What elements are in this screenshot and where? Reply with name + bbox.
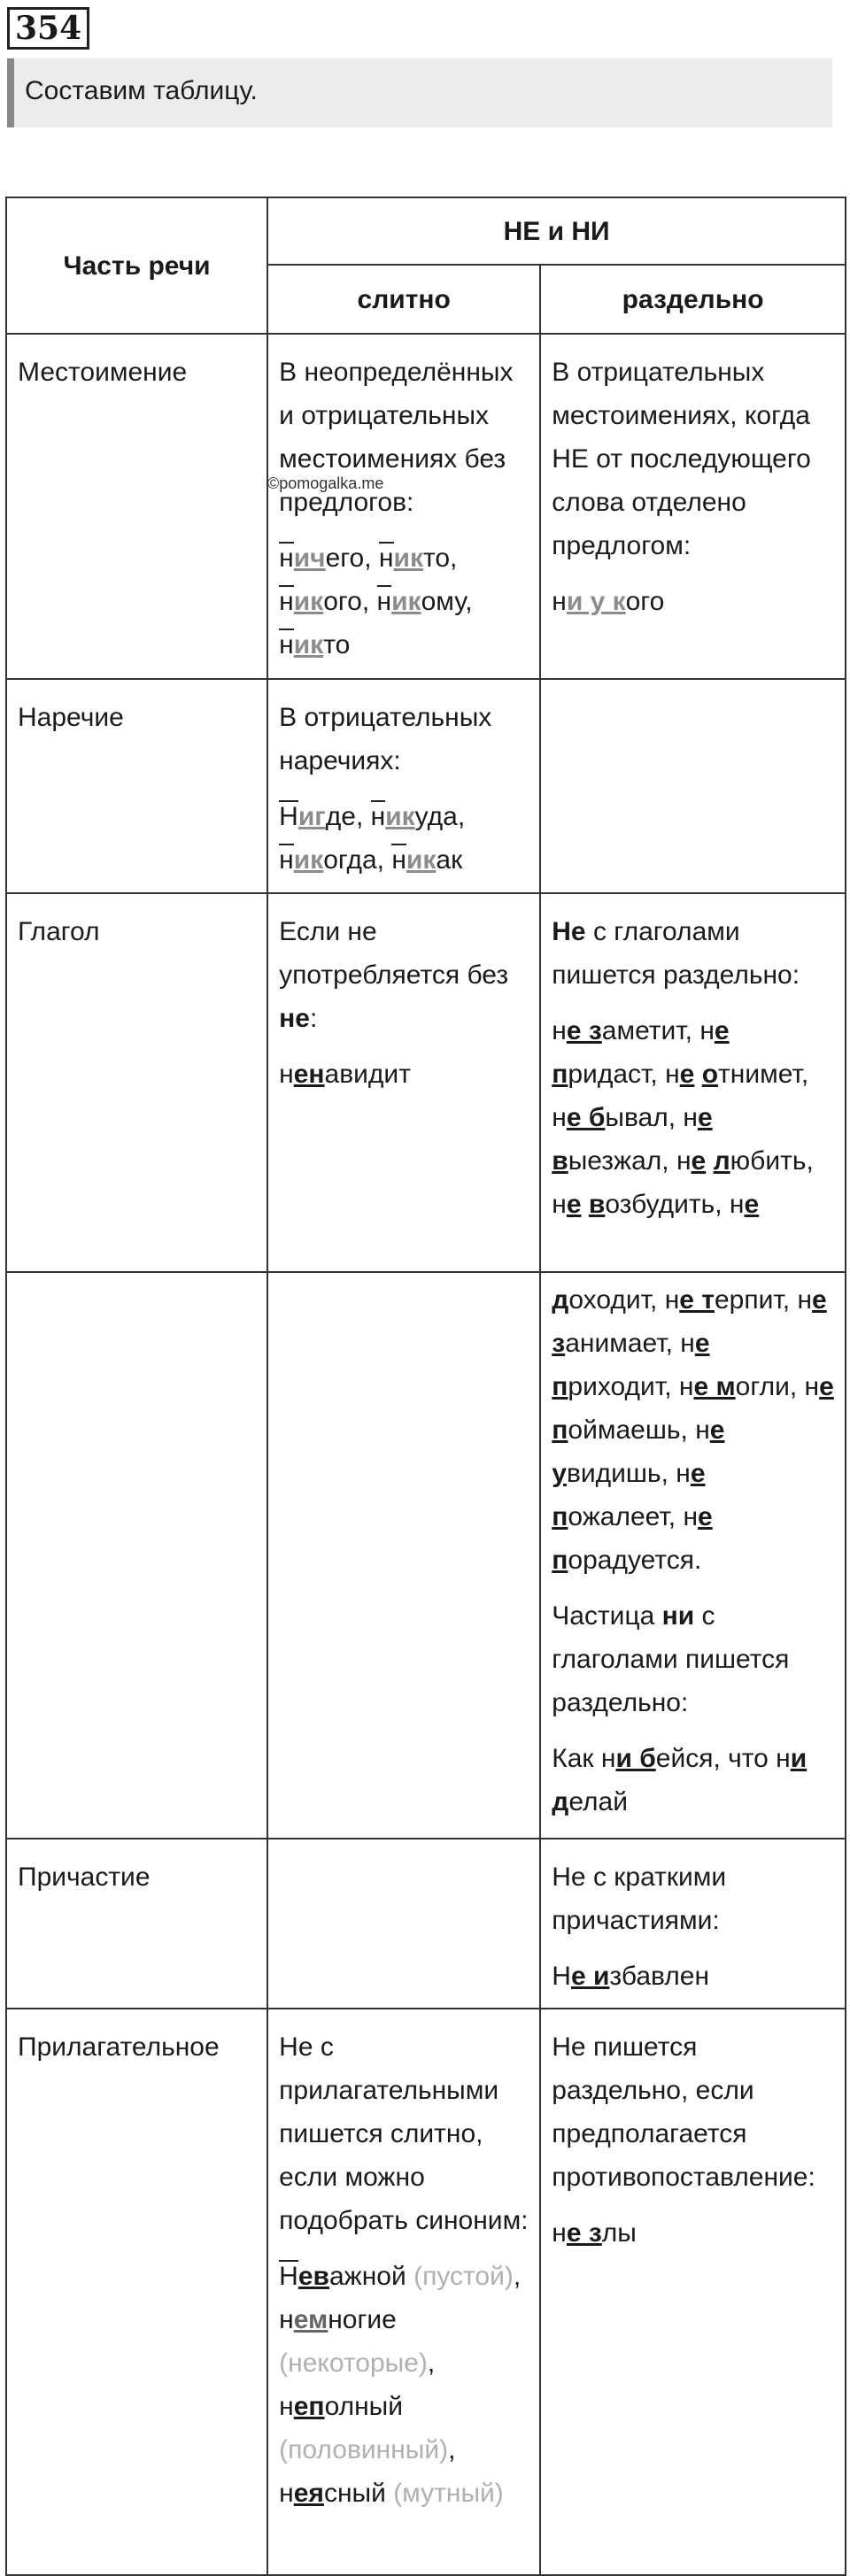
participle-separate-example: Не избавлен	[552, 1962, 710, 1991]
adverb-name: Наречие	[6, 679, 267, 893]
row-adjective	[6, 2009, 846, 2575]
task-number: 354	[7, 7, 89, 50]
pronoun-together-text: В неопределённых и отрицательных местоимениях без предлогов:	[279, 358, 514, 517]
verb-name: Глагол	[6, 893, 267, 1272]
header-separate: раздельно	[540, 265, 846, 334]
pronoun-separate	[540, 334, 846, 679]
verb-separate-example-2: доходит, не терпит, не занимает, не приходит, не могли, не поймаешь, не увидишь, не пожалеет, не порадуется.	[552, 1285, 834, 1575]
participle-together	[267, 1839, 540, 2009]
row-verb-continued	[6, 1272, 846, 1839]
watermark: ©pomogalka.me	[267, 474, 384, 492]
adjective-name: Прилагательное	[6, 2009, 267, 2575]
adverb-together	[267, 679, 540, 893]
header-together: слитно	[267, 265, 540, 334]
adjective-separate	[540, 2009, 846, 2575]
verb-together-empty	[267, 1272, 540, 1839]
verb-separate-example-1: не заметит, не придаст, не отнимет, не бывал, не выезжал, не любить, не возбудить, не	[552, 1016, 814, 1219]
verb-separate-text: Не с глаголами пишется раздельно:	[552, 917, 800, 990]
row-pronoun	[6, 334, 846, 679]
verb-ni-text: Частица ни с глаголами пишется раздельно:	[552, 1601, 790, 1717]
rules-table-continued	[5, 1271, 846, 2576]
pronoun-name: Местоимение	[6, 334, 267, 679]
verb-ni-example: Как ни бейся, что ни делай	[552, 1744, 808, 1816]
adjective-separate-text: Не пишется раздельно, если предполагается противопоставление:	[552, 2032, 815, 2192]
participle-separate	[540, 1839, 846, 2009]
verb-together	[267, 893, 540, 1272]
rules-table	[5, 197, 846, 1273]
verb-together-text: Если не употребляется без не:	[279, 917, 509, 1033]
verb-separate-continued	[540, 1272, 846, 1839]
adverb-together-text: В отрицательных наречиях:	[279, 703, 492, 775]
adverb-separate	[540, 679, 846, 893]
pronoun-separate-text: В отрицательных местоимениях, когда НЕ от последующего слова отделено предлогом:	[552, 358, 811, 560]
adjective-separate-example: не злы	[552, 2218, 637, 2248]
participle-name: Причастие	[6, 1839, 267, 2009]
verb-together-example: ненавидит	[279, 1060, 411, 1089]
row-verb	[6, 893, 846, 1272]
pronoun-separate-example: ни у кого	[552, 587, 665, 616]
pronoun-together	[267, 334, 540, 679]
header-ne-ni: НЕ и НИ	[267, 197, 846, 265]
adverb-together-example: Нигде, никуда, никогда, никак	[279, 802, 466, 875]
row-participle	[6, 1839, 846, 2009]
verb-separate	[540, 893, 846, 1272]
verb-name-empty	[6, 1272, 267, 1839]
participle-separate-text: Не с краткими причастиями:	[552, 1863, 727, 1935]
intro-note: Составим таблицу.	[7, 58, 832, 127]
row-adverb	[6, 679, 846, 893]
adjective-together	[267, 2009, 540, 2575]
adjective-together-text: Не с прилагательными пишется слитно, если можно подобрать синоним:	[279, 2032, 529, 2235]
header-part-of-speech: Часть речи	[6, 197, 267, 334]
adjective-together-example: Неважной (пустой), немногие (некоторые), неполный (половинный), неясный (мутный)	[279, 2262, 522, 2508]
pronoun-together-example: ничего, никто, никого, никому, никто	[279, 544, 473, 659]
